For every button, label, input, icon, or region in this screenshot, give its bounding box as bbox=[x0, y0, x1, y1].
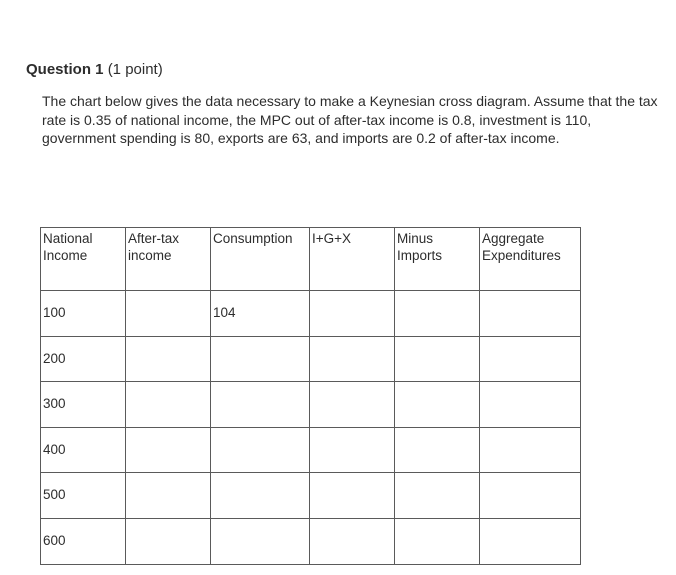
cell-national-income: 100 bbox=[41, 291, 126, 337]
cell-national-income: 400 bbox=[41, 427, 126, 473]
cell-after-tax-income[interactable] bbox=[126, 382, 211, 428]
cell-national-income: 300 bbox=[41, 382, 126, 428]
cell-minus-imports[interactable] bbox=[395, 427, 480, 473]
cell-after-tax-income[interactable] bbox=[126, 518, 211, 564]
cell-minus-imports[interactable] bbox=[395, 382, 480, 428]
cell-igx[interactable] bbox=[310, 336, 395, 382]
keynesian-cross-table bbox=[40, 227, 581, 565]
question-points: (1 point) bbox=[107, 61, 163, 78]
cell-igx[interactable] bbox=[310, 291, 395, 337]
cell-after-tax-income[interactable] bbox=[126, 291, 211, 337]
header-consumption: Consumption bbox=[211, 228, 310, 291]
cell-aggregate-expenditures[interactable] bbox=[480, 473, 581, 519]
cell-consumption[interactable] bbox=[211, 336, 310, 382]
question-header bbox=[26, 60, 163, 80]
cell-minus-imports[interactable] bbox=[395, 291, 480, 337]
table-row bbox=[41, 518, 581, 564]
header-minus-imports: Minus Imports bbox=[395, 228, 480, 291]
cell-minus-imports[interactable] bbox=[395, 336, 480, 382]
table-row bbox=[41, 382, 581, 428]
cell-aggregate-expenditures[interactable] bbox=[480, 382, 581, 428]
cell-consumption[interactable]: 104 bbox=[211, 291, 310, 337]
table-row bbox=[41, 427, 581, 473]
cell-national-income: 200 bbox=[41, 336, 126, 382]
question-text: The chart below gives the data necessary to make a Keynesian cross diagram. Assume that the tax rate is 0.35 of national income, the MPC out of after-tax income is 0.8, investment is 110, government spending is 80, exports are 63, and imports are 0.2 of after-tax income. bbox=[42, 93, 658, 146]
cell-aggregate-expenditures[interactable] bbox=[480, 518, 581, 564]
cell-consumption[interactable] bbox=[211, 473, 310, 519]
cell-aggregate-expenditures[interactable] bbox=[480, 427, 581, 473]
table-row bbox=[41, 291, 581, 337]
cell-minus-imports[interactable] bbox=[395, 473, 480, 519]
header-after-tax-income: After-tax income bbox=[126, 228, 211, 291]
cell-igx[interactable] bbox=[310, 427, 395, 473]
cell-after-tax-income[interactable] bbox=[126, 473, 211, 519]
cell-consumption[interactable] bbox=[211, 427, 310, 473]
question-title: Question 1 bbox=[26, 61, 104, 78]
cell-aggregate-expenditures[interactable] bbox=[480, 336, 581, 382]
cell-consumption[interactable] bbox=[211, 382, 310, 428]
header-national-income: National Income bbox=[41, 228, 126, 291]
table-row bbox=[41, 336, 581, 382]
cell-igx[interactable] bbox=[310, 473, 395, 519]
cell-consumption[interactable] bbox=[211, 518, 310, 564]
cell-igx[interactable] bbox=[310, 518, 395, 564]
header-igx: I+G+X bbox=[310, 228, 395, 291]
header-aggregate-expenditures: Aggregate Expenditures bbox=[480, 228, 581, 291]
table-header-row bbox=[41, 228, 581, 291]
cell-after-tax-income[interactable] bbox=[126, 336, 211, 382]
cell-igx[interactable] bbox=[310, 382, 395, 428]
cell-after-tax-income[interactable] bbox=[126, 427, 211, 473]
table-row bbox=[41, 473, 581, 519]
cell-aggregate-expenditures[interactable] bbox=[480, 291, 581, 337]
cell-minus-imports[interactable] bbox=[395, 518, 480, 564]
cell-national-income: 500 bbox=[41, 473, 126, 519]
cell-national-income: 600 bbox=[41, 518, 126, 564]
